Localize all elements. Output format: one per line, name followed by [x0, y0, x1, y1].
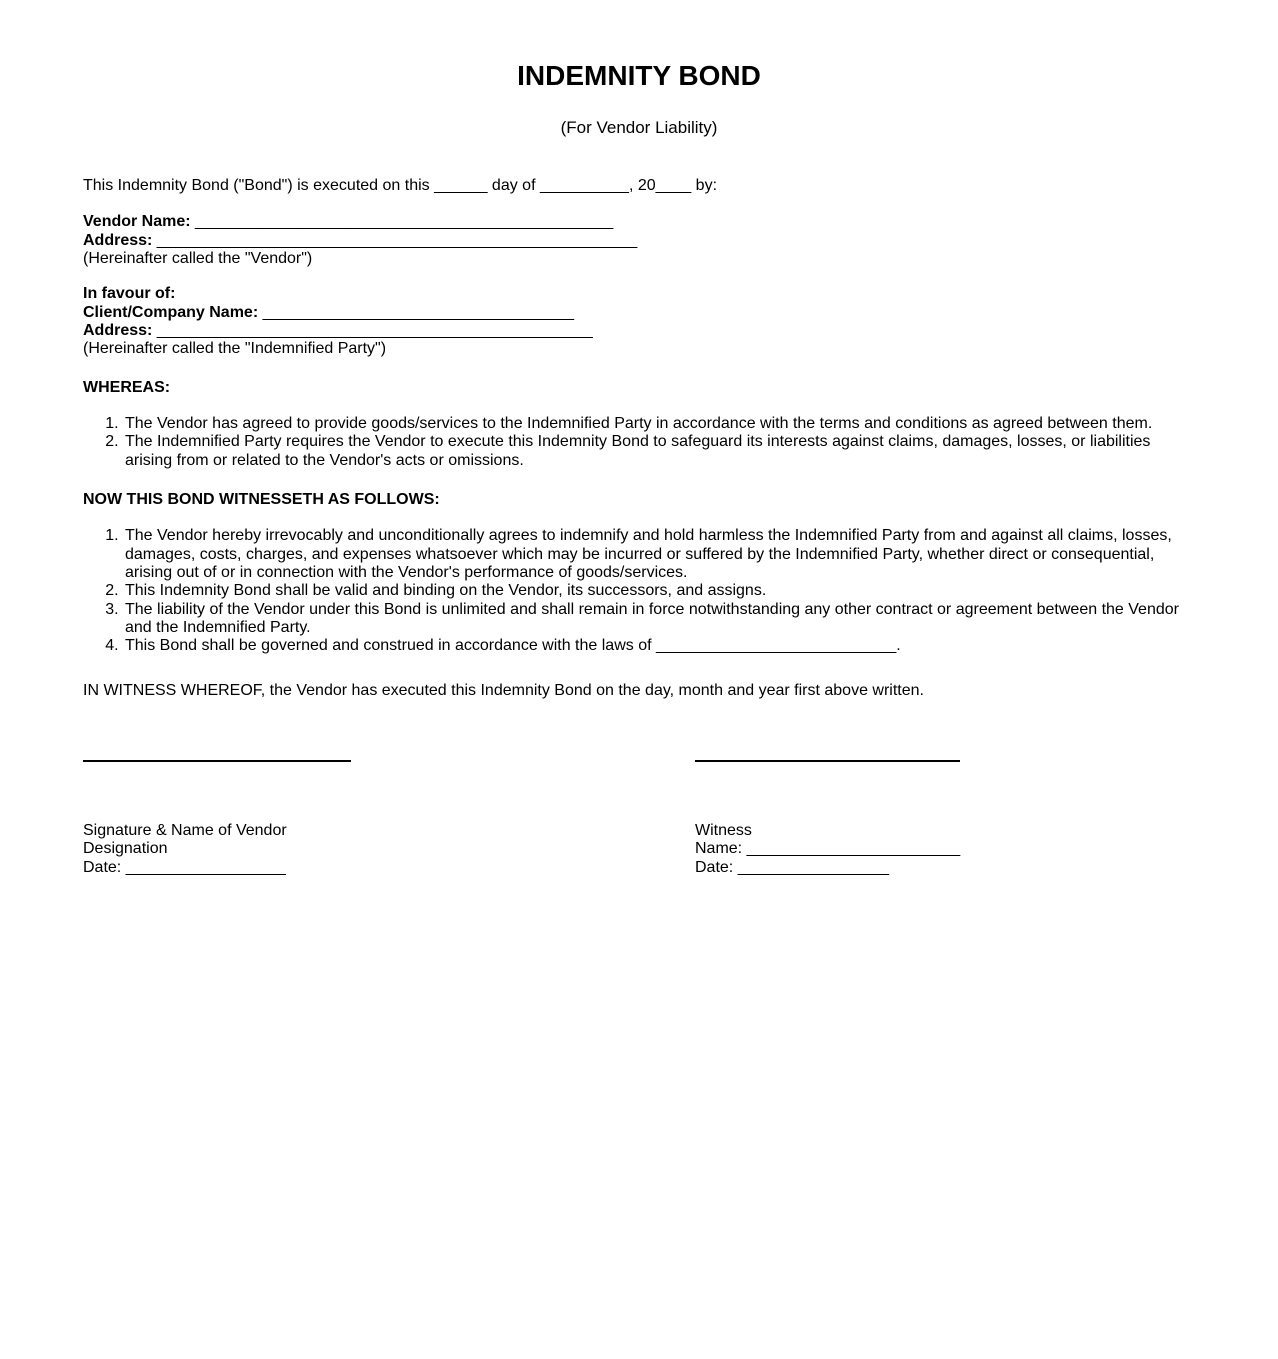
vendor-address-row — [83, 232, 1195, 250]
in-favour-heading: In favour of: — [83, 285, 176, 303]
closing-paragraph: IN WITNESS WHEREOF, the Vendor has executed this Indemnity Bond on the day, month and year first above written. — [83, 681, 924, 699]
vendor-details-block — [83, 213, 1195, 268]
vendor-name-row — [83, 213, 1195, 231]
client-address-label: Address: — [83, 321, 153, 339]
witnesseth-heading: NOW THIS BOND WITNESSETH AS FOLLOWS: — [83, 490, 440, 508]
vendor-hereinafter-note: (Hereinafter called the "Vendor") — [83, 249, 313, 267]
witnesseth-item: 1. The Vendor hereby irrevocably and unconditionally agrees to indemnify and hold harmless the Indemnified Party from and against all claims, losses, damages, costs, charges, and expenses whatsoever which may be incurred or suffered by the Indemnified Party, whether direct or consequential, arising out of or in connection with the Vendor's performance of goods/services. — [123, 527, 1195, 582]
witness-date-row: Date: _________________ — [695, 858, 889, 876]
document-subtitle: (For Vendor Liability) — [560, 118, 718, 137]
witnesseth-item: 4. This Bond shall be governed and construed in accordance with the laws of ___________________________. — [123, 637, 1195, 655]
client-name-row — [83, 304, 1195, 322]
whereas-item: 1. The Vendor has agreed to provide goods/services to the Indemnified Party in accordance with the terms and conditions as agreed between them. — [123, 415, 1195, 433]
client-address-blank: _________________________________________________ — [152, 321, 593, 339]
client-name-blank: ___________________________________ — [258, 303, 575, 321]
client-address-row — [83, 322, 1195, 340]
document-page — [0, 59, 1278, 937]
signature-footer — [83, 822, 1195, 877]
witness-signature-line — [695, 760, 960, 762]
whereas-heading: WHEREAS: — [83, 378, 171, 396]
vendor-signature-line — [83, 760, 351, 762]
witness-caption: Witness — [695, 821, 752, 839]
vendor-signature-block — [83, 822, 695, 877]
vendor-name-label: Vendor Name: — [83, 213, 191, 231]
vendor-designation-label: Designation — [83, 840, 168, 858]
witnesseth-item: 2. This Indemnity Bond shall be valid and binding on the Vendor, its successors, and assigns. — [123, 582, 1195, 600]
whereas-list — [83, 415, 1195, 470]
in-favour-block — [83, 285, 1195, 358]
vendor-signature-caption: Signature & Name of Vendor — [83, 821, 287, 839]
witness-name-row: Name: ________________________ — [695, 840, 961, 858]
vendor-name-blank: _______________________________________________ — [190, 213, 614, 231]
witness-signature-block — [695, 822, 1195, 877]
witnesseth-item: 3. The liability of the Vendor under this Bond is unlimited and shall remain in force notwithstanding any other contract or agreement between the Vendor and the Indemnified Party. — [123, 601, 1195, 638]
signature-lines-row — [83, 760, 1195, 762]
vendor-address-blank: ______________________________________________________ — [152, 231, 638, 249]
client-name-label: Client/Company Name: — [83, 303, 259, 321]
intro-paragraph: This Indemnity Bond ("Bond") is executed on this ______ day of __________, 20____ by: — [83, 177, 718, 194]
whereas-item: 2. The Indemnified Party requires the Vendor to execute this Indemnity Bond to safeguard its interests against claims, damages, losses, or liabilities arising from or related to the Vendor's acts or omissions. — [123, 433, 1195, 470]
vendor-address-label: Address: — [83, 231, 153, 249]
document-title: INDEMNITY BOND — [517, 60, 761, 91]
vendor-date-row: Date: __________________ — [83, 858, 286, 876]
witnesseth-list — [83, 527, 1195, 655]
client-hereinafter-note: (Hereinafter called the "Indemnified Party") — [83, 340, 387, 358]
